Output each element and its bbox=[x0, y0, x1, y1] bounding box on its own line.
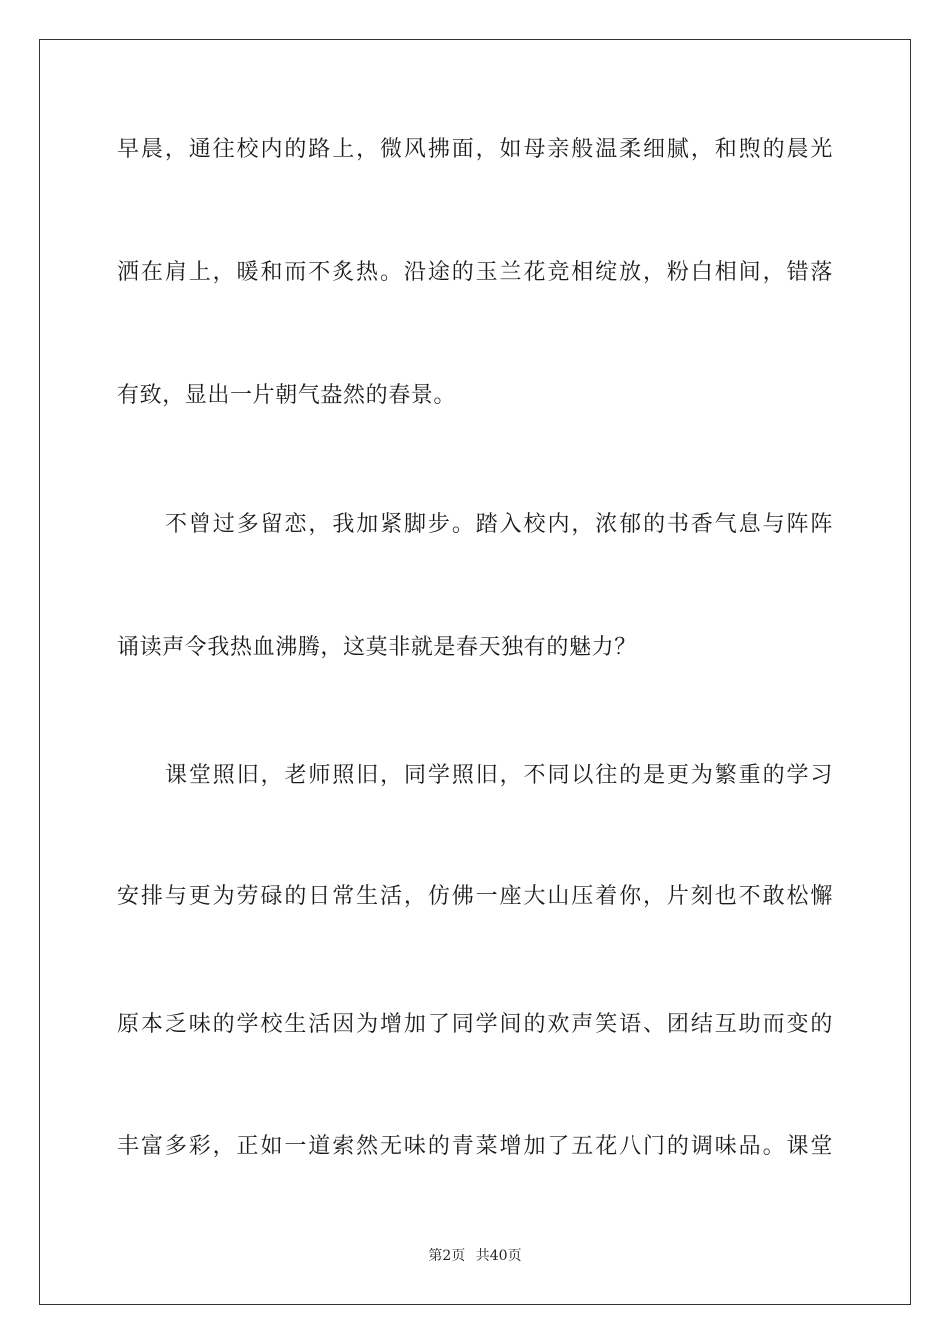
page-total: 共40页 bbox=[475, 1248, 522, 1264]
page-number: 第2页 bbox=[428, 1248, 466, 1264]
paragraph-3-line-4: 丰富多彩，正如一道索然无味的青菜增加了五花八门的调味品。课堂 bbox=[117, 1134, 833, 1159]
paragraph-2-line-2: 诵读声令我热血沸腾，这莫非就是春天独有的魅力？ bbox=[117, 635, 637, 660]
paragraph-2-line-1: 不曾过多留恋，我加紧脚步。踏入校内，浓郁的书香气息与阵阵 bbox=[165, 512, 833, 537]
paragraph-3-line-1: 课堂照旧，老师照旧，同学照旧，不同以往的是更为繁重的学习 bbox=[165, 763, 833, 788]
paragraph-3-line-2: 安排与更为劳碌的日常生活，仿佛一座大山压着你，片刻也不敢松懈 bbox=[117, 884, 833, 909]
paragraph-1-line-1: 早晨，通往校内的路上，微风拂面，如母亲般温柔细腻，和煦的晨光 bbox=[117, 137, 833, 162]
paragraph-3-line-3: 原本乏味的学校生活因为增加了同学间的欢声笑语、团结互助而变的 bbox=[117, 1012, 833, 1037]
page-border bbox=[39, 39, 911, 1305]
paragraph-1-line-3: 有致，显出一片朝气盎然的春景。 bbox=[117, 383, 457, 408]
paragraph-1-line-2: 洒在肩上，暖和而不炙热。沿途的玉兰花竞相绽放，粉白相间，错落 bbox=[117, 260, 833, 285]
page-footer bbox=[0, 1247, 950, 1265]
